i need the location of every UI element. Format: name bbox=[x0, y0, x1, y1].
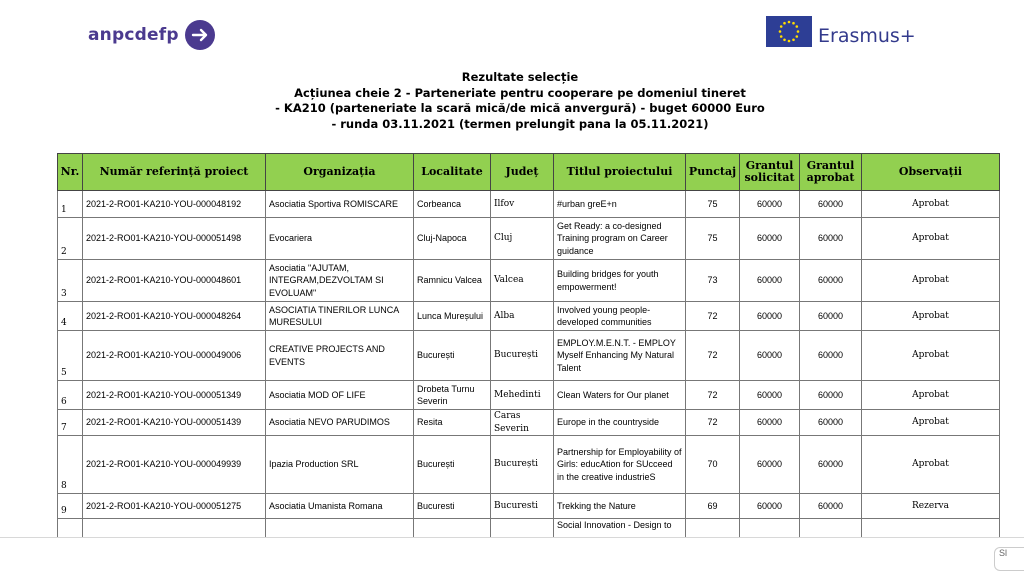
cell-observations: Aprobat bbox=[862, 191, 1000, 218]
cell-reference: 2021-2-RO01-KA210-YOU-000048264 bbox=[83, 302, 266, 331]
cell-observations: Aprobat bbox=[862, 436, 1000, 494]
cell-grant-approved: 60000 bbox=[800, 218, 862, 260]
cell-reference: 2021-2-RO01-KA210-YOU-000051275 bbox=[83, 494, 266, 519]
cell-locality: Bucuresti bbox=[414, 494, 491, 519]
cell-project-title: EMPLOY.M.E.N.T. - EMPLOY Myself Enhancing My Natural Talent bbox=[554, 331, 686, 381]
cell-observations: Aprobat bbox=[862, 331, 1000, 381]
cell-score bbox=[686, 519, 740, 539]
document-subtitle-2: - KA210 (parteneriate la scară mică/de mică anvergură) - buget 60000 Euro bbox=[275, 101, 765, 115]
erasmus-wordmark: Erasmus+ bbox=[818, 24, 916, 47]
cell-grant-requested: 60000 bbox=[740, 331, 800, 381]
header-grant-requested: Grantul solicitat bbox=[740, 154, 800, 191]
cell-project-title: Europe in the countryside bbox=[554, 410, 686, 436]
cell-score: 72 bbox=[686, 381, 740, 410]
cell-grant-requested: 60000 bbox=[740, 494, 800, 519]
cell-organization: Evocariera bbox=[266, 218, 414, 260]
document-title-block bbox=[240, 70, 800, 132]
cell-locality: București bbox=[414, 331, 491, 381]
cell-grant-requested bbox=[740, 519, 800, 539]
cell-reference: 2021-2-RO01-KA210-YOU-000051349 bbox=[83, 381, 266, 410]
document-title: Rezultate selecție bbox=[461, 70, 579, 84]
cell-observations bbox=[862, 519, 1000, 539]
cell-nr: 9 bbox=[58, 494, 83, 519]
cell-county: Valcea bbox=[491, 260, 554, 302]
cell-locality: Lunca Mureșului bbox=[414, 302, 491, 331]
table-body bbox=[58, 191, 1000, 539]
header-reference: Număr referință proiect bbox=[83, 154, 266, 191]
cell-nr: 3 bbox=[58, 260, 83, 302]
cell-score: 75 bbox=[686, 191, 740, 218]
document-subtitle-1: Acțiunea cheie 2 - Parteneriate pentru cooperare pe domeniul tineret bbox=[294, 85, 746, 100]
cell-nr: 5 bbox=[58, 331, 83, 381]
cell-grant-approved bbox=[800, 519, 862, 539]
document-subtitle-3: - runda 03.11.2021 (termen prelungit pana la 05.11.2021) bbox=[331, 116, 709, 131]
cell-grant-approved: 60000 bbox=[800, 436, 862, 494]
cell-county: Bucuresti bbox=[491, 494, 554, 519]
cell-organization: Asociatia "AJUTAM, INTEGRAM,DEZVOLTAM SI EVOLUAM" bbox=[266, 260, 414, 302]
cell-reference: 2021-2-RO01-KA210-YOU-000048601 bbox=[83, 260, 266, 302]
cell-organization: Ipazia Production SRL bbox=[266, 436, 414, 494]
cell-grant-approved: 60000 bbox=[800, 410, 862, 436]
anpcdefp-wordmark: anpcdefp bbox=[88, 25, 179, 45]
cell-score: 73 bbox=[686, 260, 740, 302]
table-row bbox=[58, 331, 1000, 381]
cell-grant-requested: 60000 bbox=[740, 381, 800, 410]
cell-nr: 1 bbox=[58, 191, 83, 218]
header-project-title: Titlul proiectului bbox=[554, 154, 686, 191]
cell-grant-approved: 60000 bbox=[800, 381, 862, 410]
cell-reference: 2021-2-RO01-KA210-YOU-000049939 bbox=[83, 436, 266, 494]
cell-project-title: Building bridges for youth empowerment! bbox=[554, 260, 686, 302]
cell-nr: 2 bbox=[58, 218, 83, 260]
cell-score: 75 bbox=[686, 218, 740, 260]
cell-score: 72 bbox=[686, 302, 740, 331]
results-table bbox=[57, 153, 1000, 539]
header-score: Punctaj bbox=[686, 154, 740, 191]
cell-county: Mehedinti bbox=[491, 381, 554, 410]
cell-reference: 2021-2-RO01-KA210-YOU-000051439 bbox=[83, 410, 266, 436]
cell-project-title: Involved young people-developed communities bbox=[554, 302, 686, 331]
cell-nr: 4 bbox=[58, 302, 83, 331]
cell-county: Caras Severin bbox=[491, 410, 554, 436]
cell-grant-approved: 60000 bbox=[800, 494, 862, 519]
cell-reference: 2021-2-RO01-KA210-YOU-000048192 bbox=[83, 191, 266, 218]
cell-score: 70 bbox=[686, 436, 740, 494]
table-row bbox=[58, 260, 1000, 302]
table-row bbox=[58, 381, 1000, 410]
cell-score: 72 bbox=[686, 331, 740, 381]
table-row bbox=[58, 519, 1000, 539]
cell-locality: Corbeanca bbox=[414, 191, 491, 218]
cell-grant-requested: 60000 bbox=[740, 436, 800, 494]
cell-locality: Resita bbox=[414, 410, 491, 436]
cell-observations: Aprobat bbox=[862, 410, 1000, 436]
header-locality: Localitate bbox=[414, 154, 491, 191]
cell-project-title: Get Ready: a co-designed Training program on Career guidance bbox=[554, 218, 686, 260]
erasmus-logo bbox=[766, 16, 916, 47]
cell-organization: Asociatia MOD OF LIFE bbox=[266, 381, 414, 410]
cell-county: Ilfov bbox=[491, 191, 554, 218]
table-row bbox=[58, 302, 1000, 331]
cell-observations: Aprobat bbox=[862, 260, 1000, 302]
cell-project-title: Partnership for Employability of Girls: educAtion for SUcceed in the creative industrieS bbox=[554, 436, 686, 494]
cell-reference bbox=[83, 519, 266, 539]
cell-locality: Ramnicu Valcea bbox=[414, 260, 491, 302]
cell-reference: 2021-2-RO01-KA210-YOU-000049006 bbox=[83, 331, 266, 381]
cell-score: 69 bbox=[686, 494, 740, 519]
cell-locality bbox=[414, 519, 491, 539]
table-header-row bbox=[58, 154, 1000, 191]
header-nr: Nr. bbox=[58, 154, 83, 191]
cell-county: București bbox=[491, 331, 554, 381]
cell-reference: 2021-2-RO01-KA210-YOU-000051498 bbox=[83, 218, 266, 260]
eu-flag-icon bbox=[766, 16, 812, 47]
cell-locality: Cluj-Napoca bbox=[414, 218, 491, 260]
cell-grant-approved: 60000 bbox=[800, 302, 862, 331]
cell-grant-requested: 60000 bbox=[740, 302, 800, 331]
cell-grant-requested: 60000 bbox=[740, 191, 800, 218]
corner-button[interactable]: Sl bbox=[994, 547, 1024, 571]
cell-organization: Asociatia NEVO PARUDIMOS bbox=[266, 410, 414, 436]
cell-project-title: Clean Waters for Our planet bbox=[554, 381, 686, 410]
anpcdefp-arrow-icon bbox=[185, 20, 215, 50]
cell-organization: CREATIVE PROJECTS AND EVENTS bbox=[266, 331, 414, 381]
cell-project-title: #urban greE+n bbox=[554, 191, 686, 218]
cell-county: Cluj bbox=[491, 218, 554, 260]
cell-organization: ASOCIATIA TINERILOR LUNCA MURESULUI bbox=[266, 302, 414, 331]
cell-organization bbox=[266, 519, 414, 539]
cell-nr: 6 bbox=[58, 381, 83, 410]
table-row bbox=[58, 410, 1000, 436]
cell-grant-approved: 60000 bbox=[800, 331, 862, 381]
table-row bbox=[58, 218, 1000, 260]
table-row bbox=[58, 191, 1000, 218]
cell-county bbox=[491, 519, 554, 539]
cell-grant-approved: 60000 bbox=[800, 260, 862, 302]
table-row bbox=[58, 494, 1000, 519]
cell-organization: Asociatia Sportiva ROMISCARE bbox=[266, 191, 414, 218]
header-organization: Organizația bbox=[266, 154, 414, 191]
cell-score: 72 bbox=[686, 410, 740, 436]
cell-observations: Aprobat bbox=[862, 302, 1000, 331]
cell-project-title: Social Innovation - Design to bbox=[554, 519, 686, 539]
table-row bbox=[58, 436, 1000, 494]
cell-project-title: Trekking the Nature bbox=[554, 494, 686, 519]
cell-locality: Drobeta Turnu Severin bbox=[414, 381, 491, 410]
cell-observations: Rezerva bbox=[862, 494, 1000, 519]
cell-locality: București bbox=[414, 436, 491, 494]
cell-grant-requested: 60000 bbox=[740, 410, 800, 436]
cell-nr bbox=[58, 519, 83, 539]
header-grant-approved: Grantul aprobat bbox=[800, 154, 862, 191]
cell-organization: Asociatia Umanista Romana bbox=[266, 494, 414, 519]
cell-county: Alba bbox=[491, 302, 554, 331]
header-observations: Observații bbox=[862, 154, 1000, 191]
cell-nr: 8 bbox=[58, 436, 83, 494]
cell-grant-requested: 60000 bbox=[740, 218, 800, 260]
viewer-bottom-bar bbox=[0, 537, 1024, 563]
header-county: Județ bbox=[491, 154, 554, 191]
cell-observations: Aprobat bbox=[862, 381, 1000, 410]
cell-grant-approved: 60000 bbox=[800, 191, 862, 218]
anpcdefp-logo bbox=[88, 20, 215, 50]
cell-grant-requested: 60000 bbox=[740, 260, 800, 302]
cell-observations: Aprobat bbox=[862, 218, 1000, 260]
cell-nr: 7 bbox=[58, 410, 83, 436]
cell-county: București bbox=[491, 436, 554, 494]
